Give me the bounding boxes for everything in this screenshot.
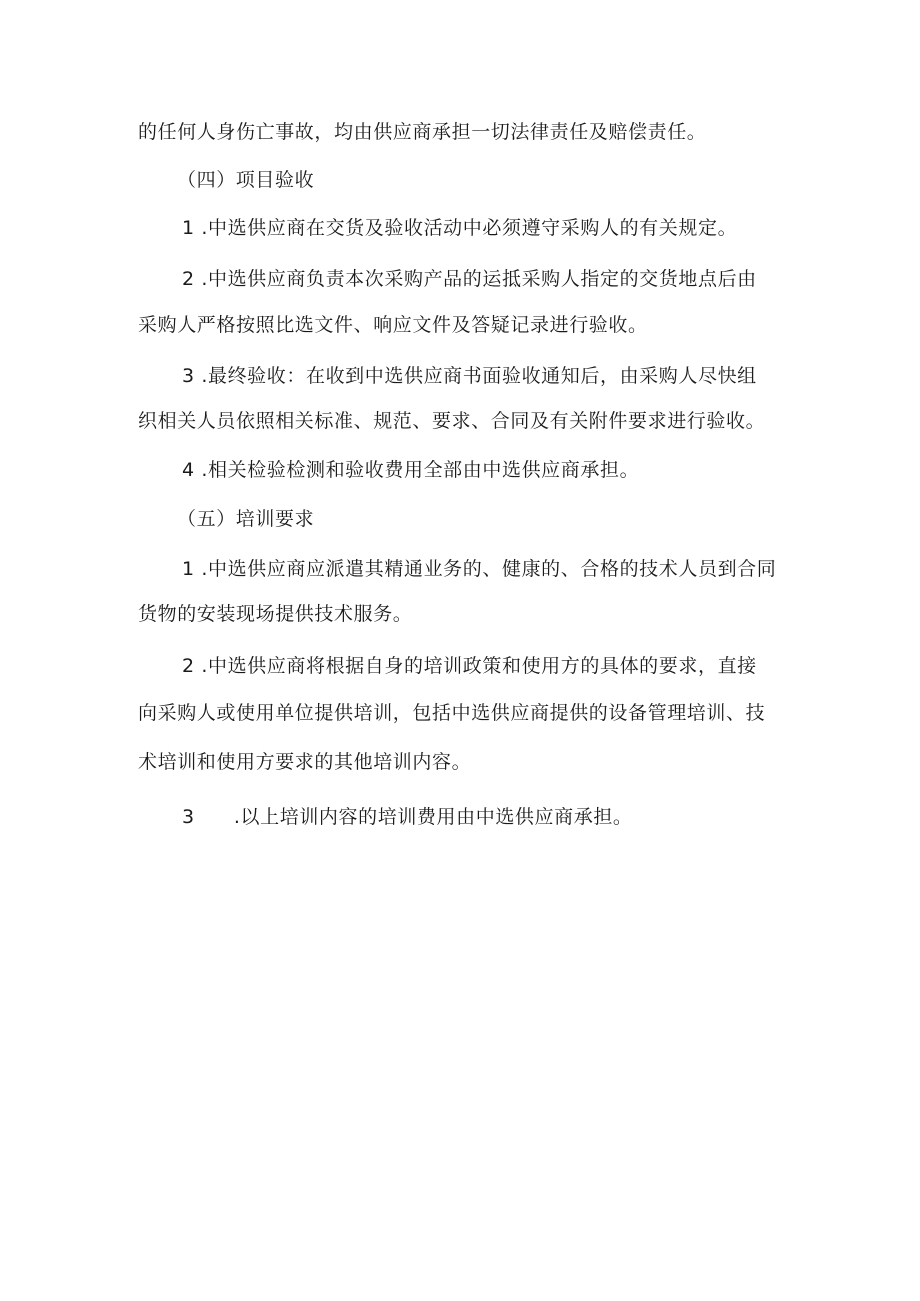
paragraph-line: 向采购人或使用单位提供培训，包括中选供应商提供的设备管理培训、技 xyxy=(138,702,766,724)
section-heading: （四）项目验收 xyxy=(177,169,315,191)
paragraph-line: 织相关人员依照相关标准、规范、要求、合同及有关附件要求进行验收。 xyxy=(138,410,766,432)
section-heading: （五）培训要求 xyxy=(177,508,315,530)
paragraph-line: 1 .中选供应商在交货及验收活动中必须遵守采购人的有关规定。 xyxy=(182,217,738,239)
paragraph-line: 采购人严格按照比选文件、响应文件及答疑记录进行验收。 xyxy=(138,314,648,336)
paragraph-line: 术培训和使用方要求的其他培训内容。 xyxy=(138,751,472,773)
paragraph-line: 的任何人身伤亡事故，均由供应商承担一切法律责任及赔偿责任。 xyxy=(138,121,707,143)
paragraph-line: 1 .中选供应商应派遣其精通业务的、健康的、合格的技术人员到合同 xyxy=(182,558,777,580)
paragraph-line: 3 .最终验收：在收到中选供应商书面验收通知后，由采购人尽快组 xyxy=(182,365,757,387)
paragraph-line: 4 .相关检验检测和验收费用全部由中选供应商承担。 xyxy=(182,459,640,481)
paragraph-line: 2 .中选供应商负责本次采购产品的运抵采购人指定的交货地点后由 xyxy=(182,268,757,290)
paragraph-line: 货物的安装现场提供技术服务。 xyxy=(138,603,413,625)
paragraph-line: 2 .中选供应商将根据自身的培训政策和使用方的具体的要求，直接 xyxy=(182,655,757,677)
paragraph-line: 3 .以上培训内容的培训费用由中选供应商承担。 xyxy=(182,806,633,828)
